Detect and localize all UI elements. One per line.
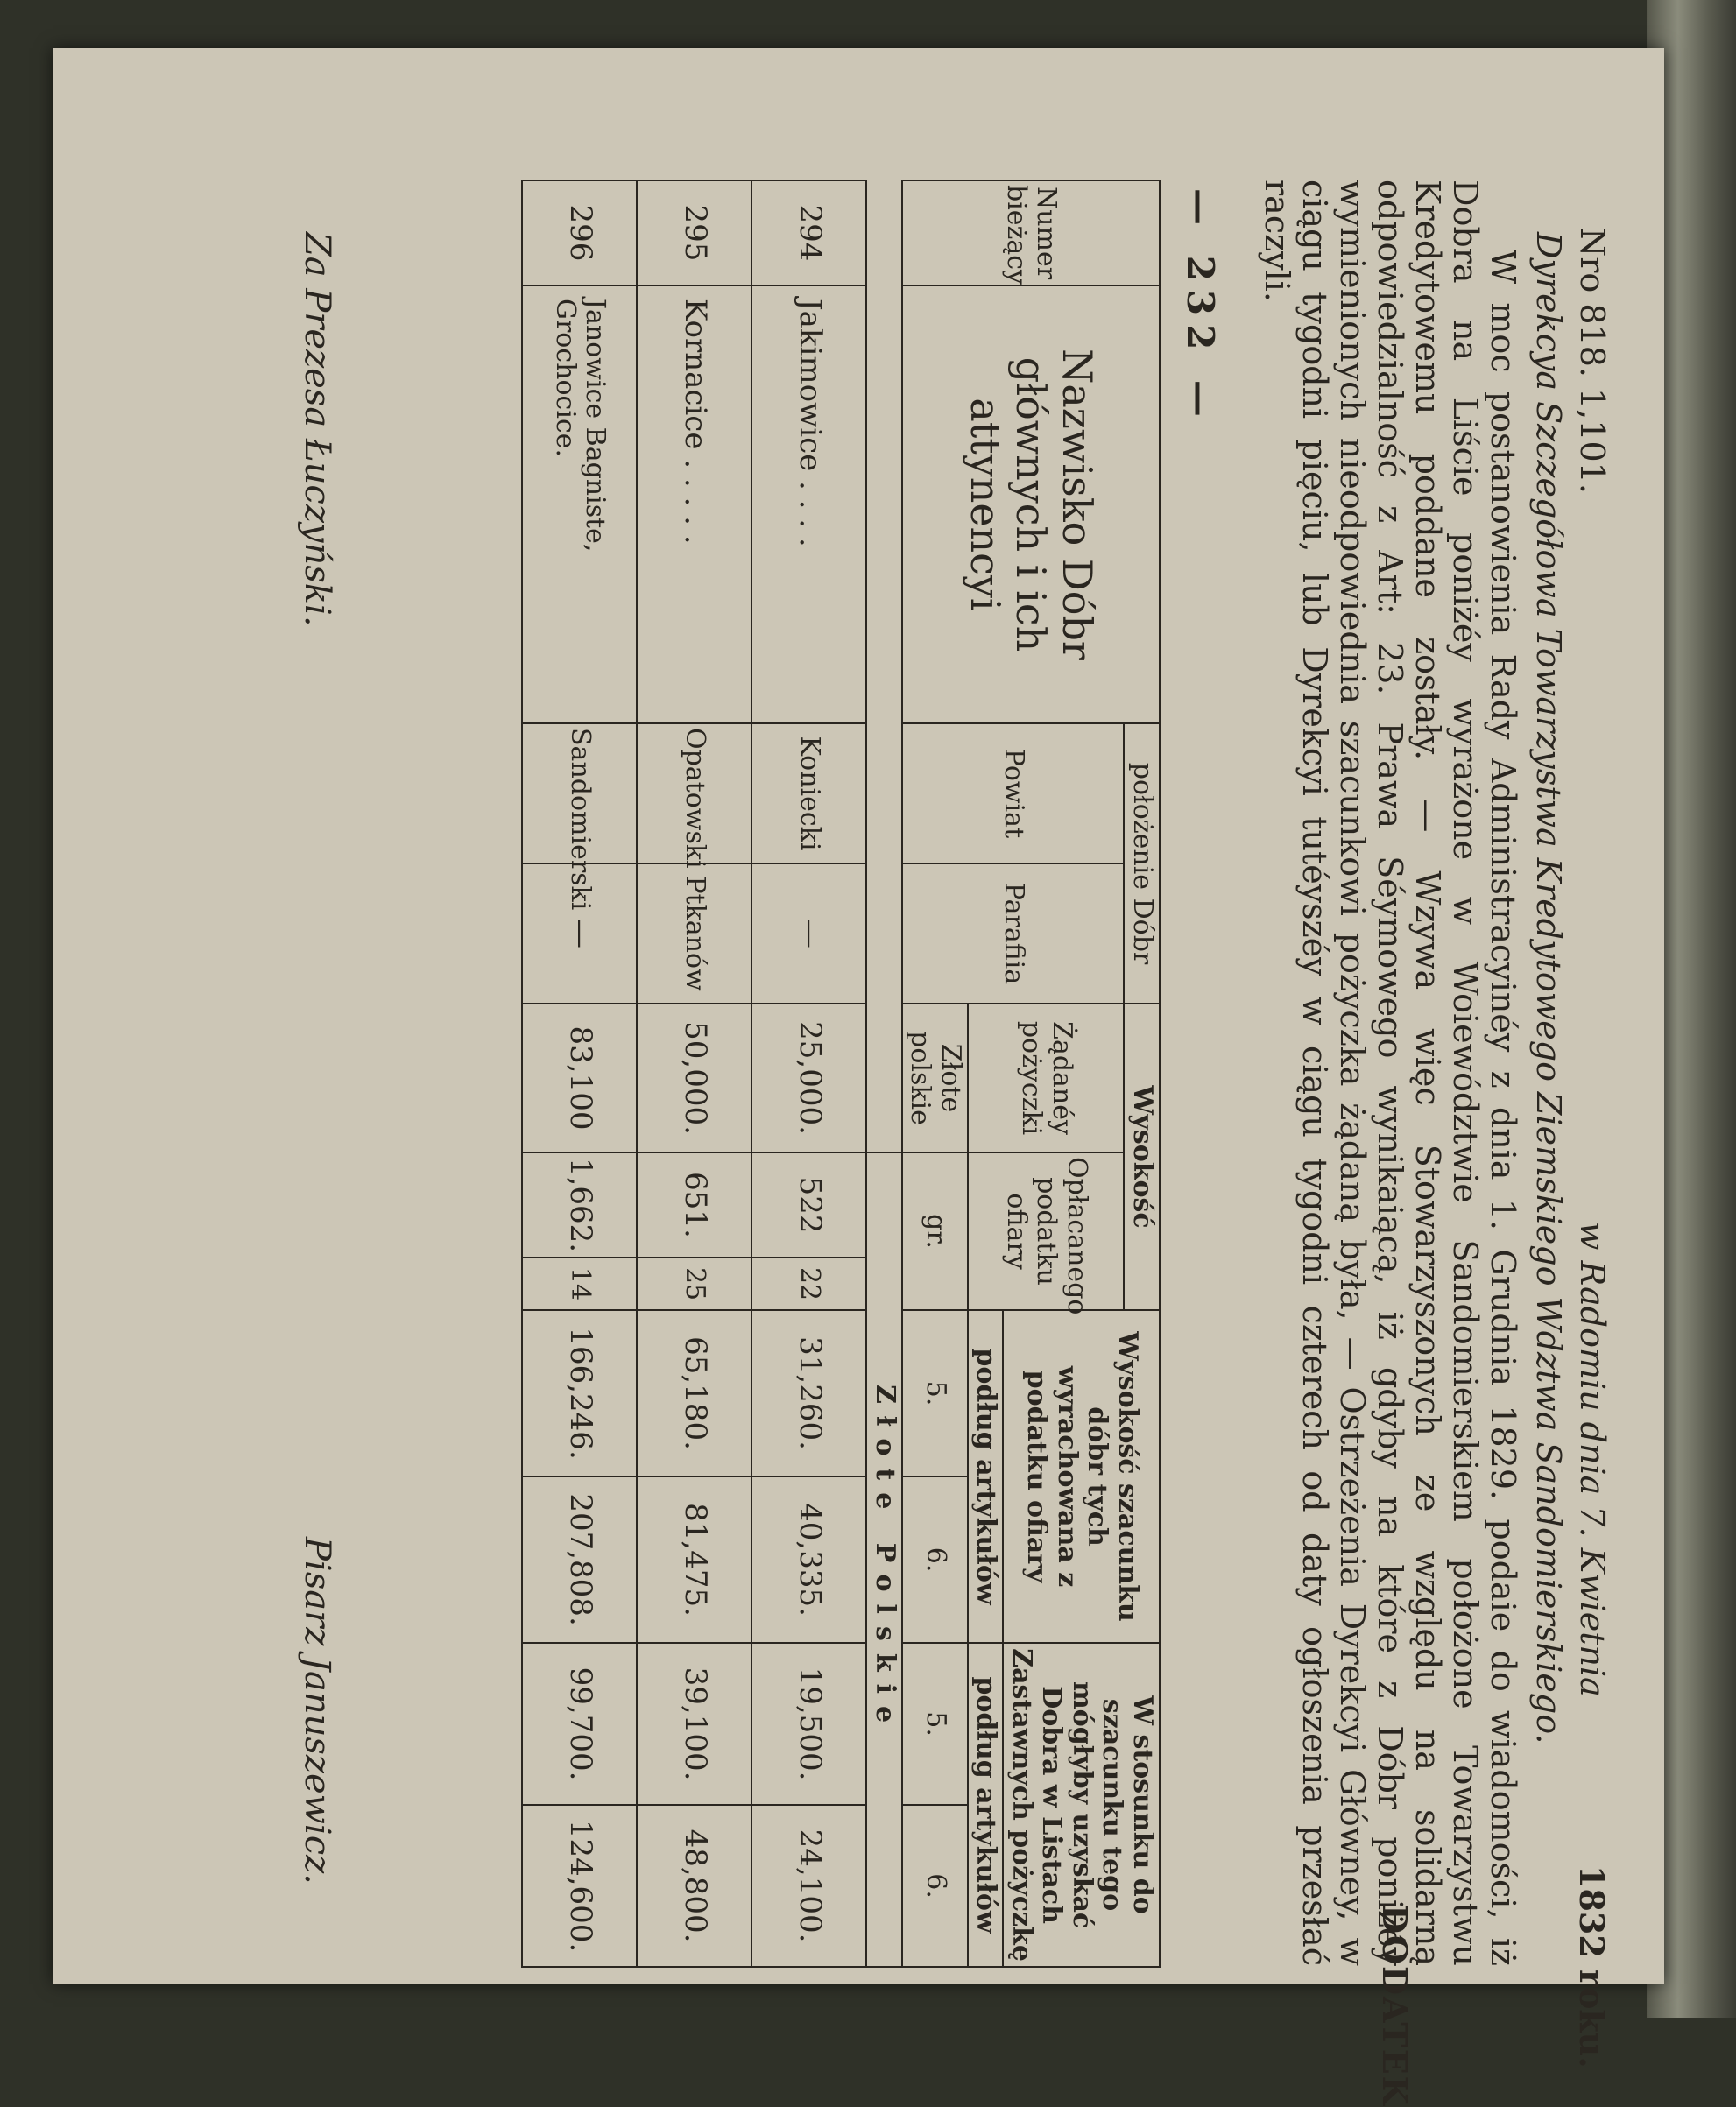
- header-art-6: 6.: [902, 1476, 968, 1643]
- cell-parish: —: [523, 863, 638, 1004]
- header-district: Powiat: [902, 723, 1125, 863]
- signature-clerk: Pisarz Januszewicz.: [297, 1537, 337, 1885]
- header-estate-name: Nazwisko Dóbr głównych i ich attynencyi: [902, 285, 1160, 723]
- header-art-5b: 5.: [902, 1643, 968, 1805]
- header-number: Numer bieżący: [902, 180, 1160, 285]
- cell-parish: —: [752, 863, 867, 1004]
- cell-val-6: 81,475.: [638, 1476, 752, 1643]
- page-number: — 232 —: [1179, 188, 1222, 426]
- header-by-articles: podług artykułów: [968, 1310, 1004, 1643]
- cell-tax-gr: 22: [752, 1258, 867, 1310]
- cell-ratio-5: 99,700.: [523, 1643, 638, 1805]
- cell-district: Koniecki: [752, 723, 867, 863]
- cell-tax-zl: 522: [752, 1152, 867, 1258]
- header-amount: Wysokość: [1125, 1004, 1161, 1310]
- notice-text: [1258, 180, 1521, 1966]
- header-requested-loan: Żądanéy pożyczki: [968, 1004, 1125, 1152]
- cell-val-5: 166,246.: [523, 1310, 638, 1476]
- header-currency-zl: Złote polskie: [902, 1004, 968, 1152]
- cell-ratio-6: 24,100.: [752, 1805, 867, 1967]
- cell-ratio-5: 19,500.: [752, 1643, 867, 1805]
- cell-district: Sandomierski: [523, 723, 638, 863]
- estates-table: [522, 180, 1161, 1968]
- cell-number: 296: [523, 180, 638, 285]
- cell-loan: 50,000.: [638, 1004, 752, 1152]
- header-by-articles-b: podług artykułów: [968, 1643, 1004, 1967]
- cell-district: Opatowski: [638, 723, 752, 863]
- rotated-content: [223, 144, 1625, 2107]
- cell-ratio-6: 48,800.: [638, 1805, 752, 1967]
- cell-tax-gr: 25: [638, 1258, 752, 1310]
- cell-val-6: 207,808.: [523, 1476, 638, 1643]
- cell-estate-name: Jakimowice . . . .: [752, 285, 867, 723]
- issuing-authority: Dyrekcya Szczegółowa Towarzystwa Kredytowego Ziemskiego Wdztwa Sandomierskiego.: [1529, 232, 1568, 1744]
- cell-loan: 25,000.: [752, 1004, 867, 1152]
- cell-estate-name: Janowice Bagniste, Grochocice.: [523, 285, 638, 723]
- cell-parish: Ptkanów: [638, 863, 752, 1004]
- cell-ratio-5: 39,100.: [638, 1643, 752, 1805]
- cell-number: 294: [752, 180, 867, 285]
- cell-val-5: 65,180.: [638, 1310, 752, 1476]
- document-year: 1832 roku.: [1572, 1865, 1612, 2068]
- table-row: [638, 180, 752, 1967]
- table-row: [752, 180, 867, 1967]
- place-date: w Radomiu dnia 7. Kwietnia: [1573, 1222, 1612, 1697]
- header-art-5: 5.: [902, 1310, 968, 1476]
- cell-val-5: 31,260.: [752, 1310, 867, 1476]
- header-currency-zloty: Złote Polskie: [867, 1152, 903, 1967]
- header-art-6b: 6.: [902, 1805, 968, 1967]
- cell-val-6: 40,335.: [752, 1476, 867, 1643]
- supplement-label: DODATEK: [1375, 1905, 1415, 2107]
- table-row: [523, 180, 638, 1967]
- signature-president: Za Prezesa Łuczyński.: [297, 232, 337, 627]
- header-paid-tax: Opłacanego podatku ofiary: [968, 1152, 1125, 1310]
- header-valuation: Wysokość szacunku dóbr tych wyrachowana z podatku ofiary: [1004, 1310, 1161, 1643]
- cell-number: 295: [638, 180, 752, 285]
- header-currency-gr: gr.: [902, 1152, 968, 1310]
- header-location: położenie Dóbr: [1125, 723, 1161, 1004]
- cell-tax-zl: 1,662.: [523, 1152, 638, 1258]
- header-ratio: W stosunku do szacunku tego mógłyby uzyskać Dobra w Listach Zastawnych pożyczkę: [1004, 1643, 1161, 1967]
- cell-tax-zl: 651.: [638, 1152, 752, 1258]
- cell-estate-name: Kornacice . . . . .: [638, 285, 752, 723]
- cell-tax-gr: 14: [523, 1258, 638, 1310]
- document-number: Nro 818. 1,101.: [1573, 228, 1612, 494]
- notice-paragraph: W moc postanowienia Rady Administracyinéy z dnia 1. Grudnia 1829. podaie do wiadomości, iż Dobra na Liście poniżéy wyrażone w Woiewództwie Sandomierskiem położone Towarzystwu Kredytowemu poddane zostały. — Wzywa więc Stowarzyszonych ze względu na solidarną odpowiedzialność z Art: 23. Prawa Séymowego wynikaiącą, iż gdyby na które z Dóbr poniżéy wymienionych nieodpowiednia szacunkowi pożyczka żądaną była, — Ostrzeżenia Dyrekcyi Główney, w ciągu tygodni pięciu, lub Dyrekcyi tutéyszéy w ciągu tygodni czterech od daty ogłoszenia przesłać raczyli.: [1258, 180, 1522, 1966]
- cell-loan: 83,100: [523, 1004, 638, 1152]
- header-parish: Parafiia: [902, 863, 1125, 1004]
- cell-ratio-6: 124,600.: [523, 1805, 638, 1967]
- document-page: [53, 48, 1664, 2107]
